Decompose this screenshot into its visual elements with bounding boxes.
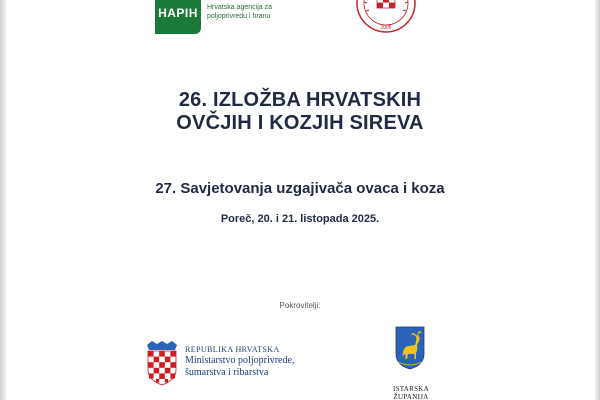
sponsors-label: Pokrovitelji: bbox=[279, 301, 321, 310]
croatian-coat-of-arms-icon bbox=[145, 340, 179, 386]
event-title bbox=[0, 89, 600, 135]
istria-coat-of-arms-icon bbox=[395, 326, 425, 370]
istria-county-name: ISTARSKA ŽUPANIJA bbox=[392, 385, 430, 400]
event-title-line1: 26. IZLOŽBA HRVATSKIH bbox=[178, 89, 422, 111]
event-subtitle: 27. Savjetovanja uzgajivača ovaca i koza bbox=[155, 180, 445, 197]
ministry-country: REPUBLIKA HRVATSKA bbox=[185, 345, 280, 354]
page-edge-left bbox=[0, 0, 6, 400]
ministry-name-line1: Ministarstvo poljoprivrede, bbox=[185, 355, 295, 366]
event-title-line2: OVČJIH I KOZJIH SIREVA bbox=[176, 112, 424, 134]
istria-county-logo bbox=[376, 326, 446, 400]
hapih-name-line1: Hrvatska agencija za bbox=[207, 4, 272, 11]
ministry-text bbox=[185, 344, 355, 379]
seal-year: 2005 bbox=[380, 25, 392, 31]
hapih-logo bbox=[155, 0, 305, 36]
association-seal-icon bbox=[355, 0, 417, 34]
event-location-date: Poreč, 20. i 21. listopada 2025. bbox=[220, 213, 380, 225]
hapih-name-line2: poljoprivredu i hranu bbox=[207, 13, 271, 20]
ministry-name-line2: šumarstva i ribarstva bbox=[185, 367, 269, 378]
hapih-logo-mark: HAPIH bbox=[155, 0, 201, 34]
page-edge-right bbox=[595, 0, 600, 400]
hapih-logo-text bbox=[207, 3, 307, 21]
ministry-logo bbox=[145, 340, 345, 390]
